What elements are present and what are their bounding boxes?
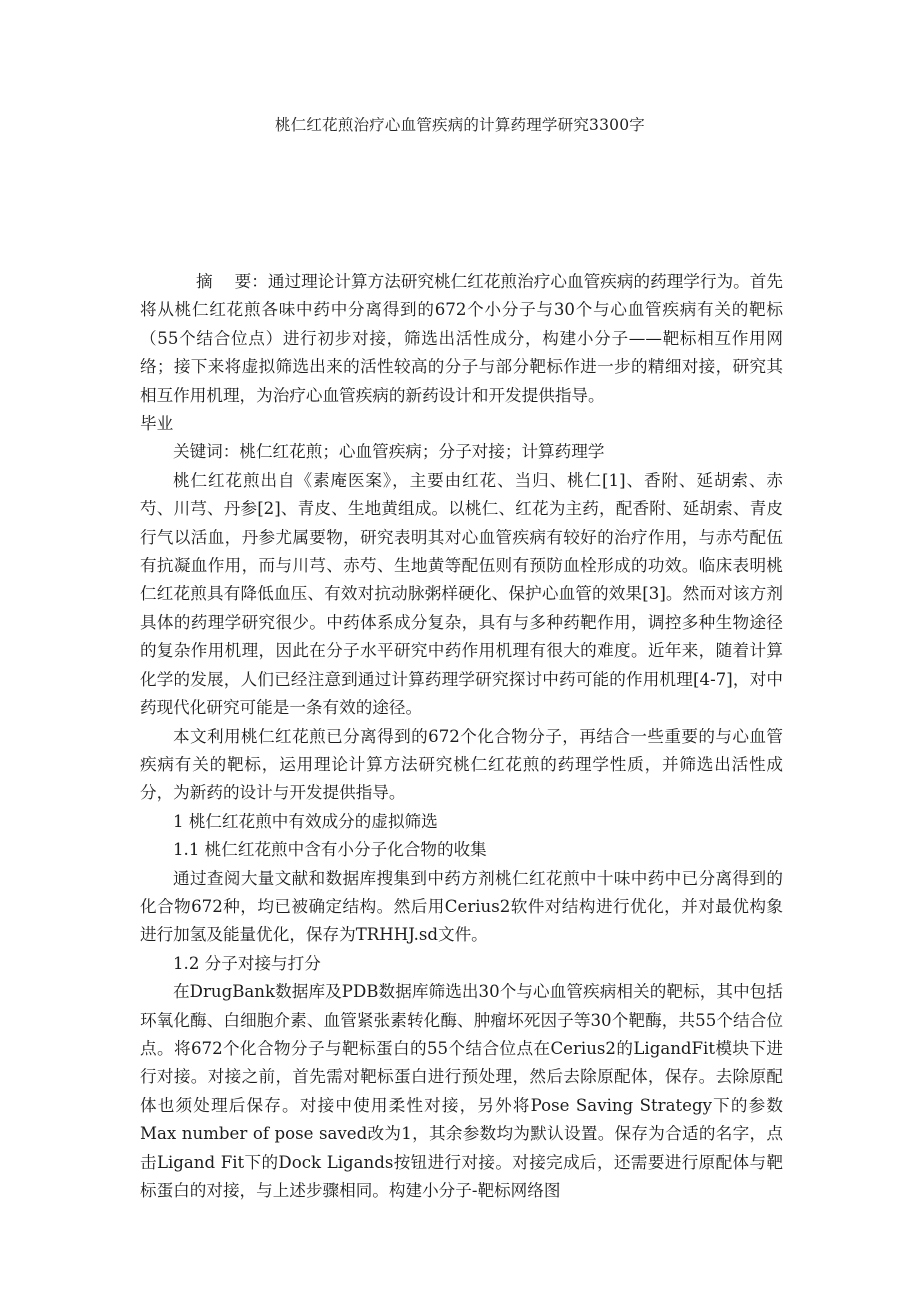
section-1-1-heading: 1.1 桃仁红花煎中含有小分子化合物的收集 <box>173 840 487 860</box>
section-1-1-paragraph: 通过查阅大量文献和数据库搜集到中药方剂桃仁红花煎中十味中药中已分离得到的化合物672种，均已被确定结构。然后用Cerius2软件对结构进行优化，并对最优构象进行加氢及能量优化，保存为TRHHJ.sd文件。 <box>140 868 783 945</box>
abstract-label-part2: 要： <box>234 272 268 291</box>
abstract-paragraph <box>140 268 783 410</box>
section-1-2-paragraph: 在DrugBank数据库及PDB数据库筛选出30个与心血管疾病相关的靶标，其中包括环氧化酶、白细胞介素、血管紧张素转化酶、肿瘤坏死因子等30个靶酶，共55个结合位点。将672个化合物分子与靶标蛋白的55个结合位点在Cerius2的LigandFit模块下进行对接。对接之前，首先需对靶标蛋白进行预处理，然后去除原配体，保存。去除原配体也须处理后保存。对接中使用柔性对接，另外将Pose Saving Strategy下的参数Max number of pose saved改为1，其余参数均为默认设置。保存为合适的名字，点击Ligand Fit下的Dock Ligands按钮进行对接。对接完成后，还需要进行原配体与靶标蛋白的对接，与上述步骤相同。构建小分子-靶标网络图 <box>140 982 783 1200</box>
keywords-line: 关键词：桃仁红花煎；心血管疾病；分子对接；计算药理学 <box>173 442 605 462</box>
intro-paragraph-2: 本文利用桃仁红花煎已分离得到的672个化合物分子，再结合一些重要的与心血管疾病有关的靶标，运用理论计算方法研究桃仁红花煎的药理学性质，并筛选出活性成分，为新药的设计与开发提供指导。 <box>140 726 783 803</box>
section-1-heading: 1 桃仁红花煎中有效成分的虚拟筛选 <box>173 811 438 831</box>
intro-paragraph-1: 桃仁红花煎出自《素庵医案》，主要由红花、当归、桃仁[1]、香附、延胡索、赤芍、川芎、丹参[2]、青皮、生地黄组成。以桃仁、红花为主药，配香附、延胡索、青皮行气以活血，丹参尤属要物，研究表明其对心血管疾病有较好的治疗作用，与赤芍配伍有抗凝血作用，而与川芎、赤芍、生地黄等配伍则有预防血栓形成的功效。临床表明桃仁红花煎具有降低血压、有效对抗动脉粥样硬化、保护心血管的效果[3]。然而对该方剂具体的药理学研究很少。中药体系成分复杂，具有与多种药靶作用，调控多种生物途径的复杂作用机理，因此在分子水平研究中药作用机理有很大的难度。近年来，随着计算化学的发展，人们已经注意到通过计算药理学研究探讨中药可能的作用机理[4-7]，对中药现代化研究可能是一条有效的途径。 <box>140 470 783 718</box>
abstract-text: 通过理论计算方法研究桃仁红花煎治疗心血管疾病的药理学行为。首先将从桃仁红花煎各味中药中分离得到的672个小分子与30个与心血管疾病有关的靶标（55个结合位点）进行初步对接，筛选出活性成分，构建小分子——靶标相互作用网络；接下来将虚拟筛选出来的活性较高的分子与部分靶标作进一步的精细对接，研究其相互作用机理，为治疗心血管疾病的新药设计和开发提供指导。 <box>140 272 784 405</box>
section-1-2-heading: 1.2 分子对接与打分 <box>173 953 321 973</box>
document-body <box>140 268 783 1205</box>
document-title: 桃仁红花煎治疗心血管疾病的计算药理学研究3300字 <box>275 116 645 134</box>
stray-line: 毕业 <box>140 414 174 434</box>
abstract-label-part1: 摘 <box>196 272 213 291</box>
